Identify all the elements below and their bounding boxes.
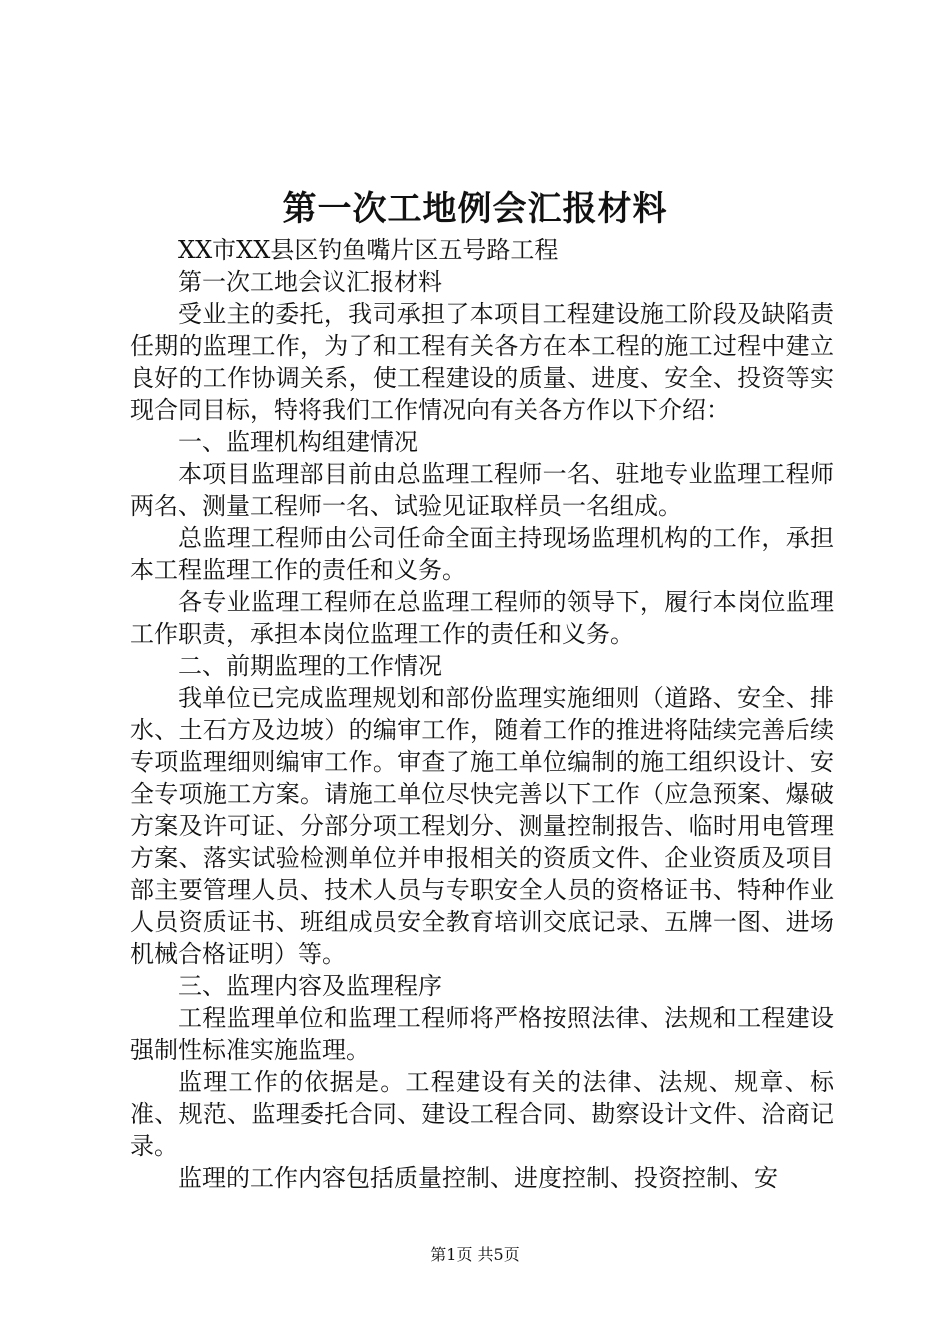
project-name-line: XX市XX县区钓鱼嘴片区五号路工程 <box>178 236 559 264</box>
page-number-footer: 第1页 共5页 <box>430 1245 520 1264</box>
section-heading-2: 二、前期监理的工作情况 <box>178 652 442 680</box>
section-heading-1: 一、监理机构组建情况 <box>178 428 418 456</box>
document-body <box>130 234 834 1194</box>
section-3-paragraph-3: 监理的工作内容包括质量控制、进度控制、投资控制、安 <box>178 1164 778 1192</box>
section-3-paragraph-1: 工程监理单位和监理工程师将严格按照法律、法规和工程建设强制性标准实施监理。 <box>130 1004 834 1064</box>
section-1-paragraph-3: 各专业监理工程师在总监理工程师的领导下，履行本岗位监理工作职责，承担本岗位监理工作的责任和义务。 <box>130 588 834 648</box>
section-1-paragraph-2: 总监理工程师由公司任命全面主持现场监理机构的工作，承担本工程监理工作的责任和义务。 <box>130 524 834 584</box>
report-subtitle-line: 第一次工地会议汇报材料 <box>178 268 442 296</box>
document-title: 第一次工地例会汇报材料 <box>282 189 668 229</box>
section-heading-3: 三、监理内容及监理程序 <box>178 972 442 1000</box>
section-2-paragraph-1: 我单位已完成监理规划和部份监理实施细则（道路、安全、排水、土石方及边坡）的编审工作，随着工作的推进将陆续完善后续专项监理细则编审工作。审查了施工单位编制的施工组织设计、安全专项施工方案。请施工单位尽快完善以下工作（应急预案、爆破方案及许可证、分部分项工程划分、测量控制报告、临时用电管理方案、落实试验检测单位并申报相关的资质文件、企业资质及项目部主要管理人员、技术人员与专职安全人员的资格证书、特种作业人员资质证书、班组成员安全教育培训交底记录、五牌一图、进场机械合格证明）等。 <box>130 684 834 968</box>
section-1-paragraph-1: 本项目监理部目前由总监理工程师一名、驻地专业监理工程师两名、测量工程师一名、试验见证取样员一名组成。 <box>130 460 834 520</box>
section-3-paragraph-2: 监理工作的依据是。工程建设有关的法律、法规、规章、标准、规范、监理委托合同、建设工程合同、勘察设计文件、洽商记录。 <box>130 1068 834 1160</box>
intro-paragraph: 受业主的委托，我司承担了本项目工程建设施工阶段及缺陷责任期的监理工作，为了和工程有关各方在本工程的施工过程中建立良好的工作协调关系，使工程建设的质量、进度、安全、投资等实现合同目标，特将我们工作情况向有关各方作以下介绍： <box>130 300 834 424</box>
